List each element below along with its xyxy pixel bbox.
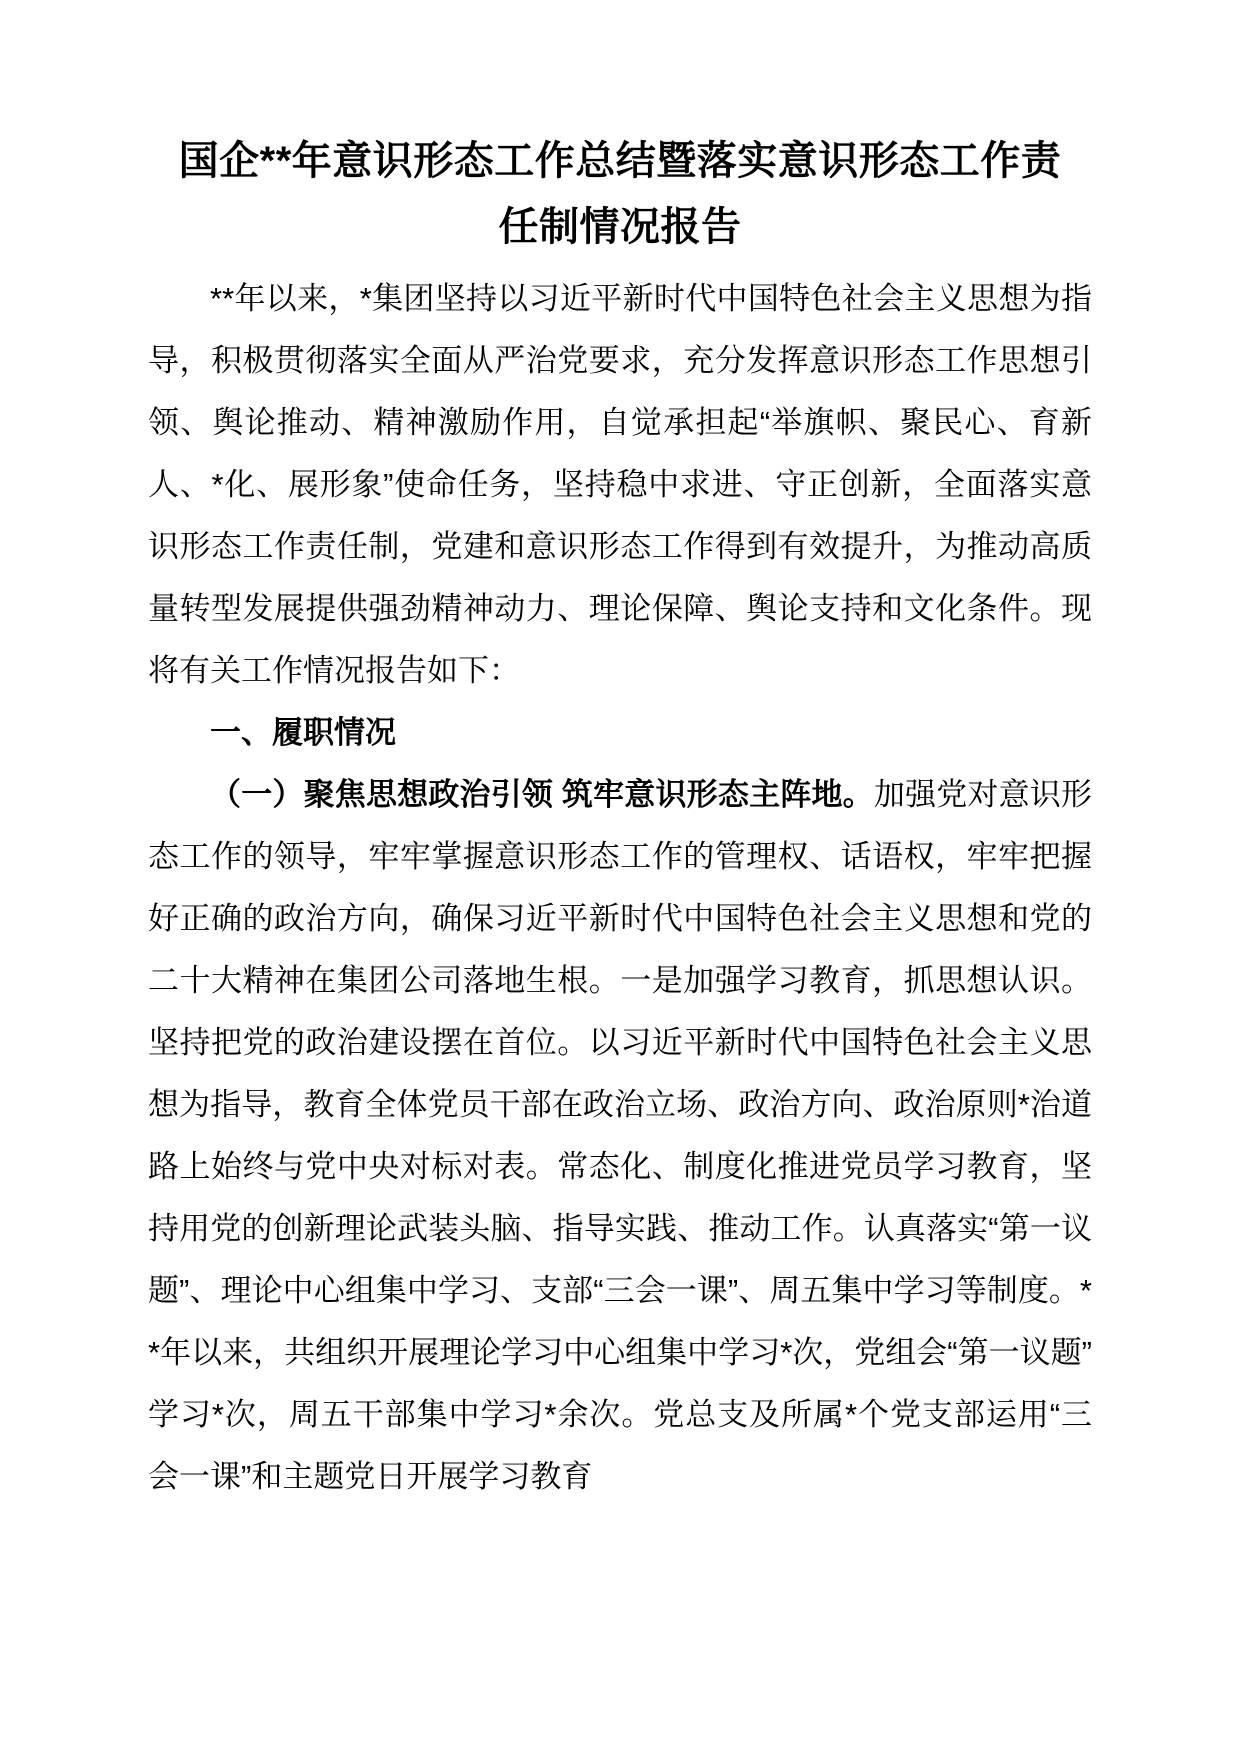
intro-paragraph: **年以来，*集团坚持以习近平新时代中国特色社会主义思想为指导，积极贯彻落实全面从严治党要求，充分发挥意识形态工作思想引领、舆论推动、精神激励作用，自觉承担起“举旗帜、聚民心、育新人、*化、展形象”使命任务，坚持稳中求进、守正创新，全面落实意识形态工作责任制，党建和意识形态工作得到有效提升，为推动高质量转型发展提供强劲精神动力、理论保障、舆论支持和文化条件。现将有关工作情况报告如下： xyxy=(148,281,1092,688)
subsection-one-body: 加强党对意识形态工作的领导，牢牢掌握意识形态工作的管理权、话语权，牢牢把握好正确的政治方向，确保习近平新时代中国特色社会主义思想和党的二十大精神在集团公司落地生根。一是加强学习教育，抓思想认识。坚持把党的政治建设摆在首位。以习近平新时代中国特色社会主义思想为指导，教育全体党员干部在政治立场、政治方向、政治原则*治道路上始终与党中央对标对表。常态化、制度化推进党员学习教育，坚持用党的创新理论武装头脑、指导实践、推动工作。认真落实“第一议题”、理论中心组集中学习、支部“三会一课”、周五集中学习等制度。**年以来，共组织开展理论学习中心组集中学习*次，党组会“第一议题”学习*次，周五干部集中学习*余次。党总支及所属*个党支部运用“三会一课”和主题党日开展学习教育 xyxy=(148,777,1092,1494)
section-heading-one: 一、履职情况 xyxy=(210,715,396,750)
subsection-one-bold-lead: （一）聚焦思想政治引领 筑牢意识形态主阵地。 xyxy=(210,777,874,812)
subsection-one-paragraph xyxy=(148,764,1092,1508)
page-title: 国企**年意识形态工作总结暨落实意识形态工作责任制情况报告 xyxy=(178,139,1062,249)
document-content xyxy=(148,128,1092,1508)
